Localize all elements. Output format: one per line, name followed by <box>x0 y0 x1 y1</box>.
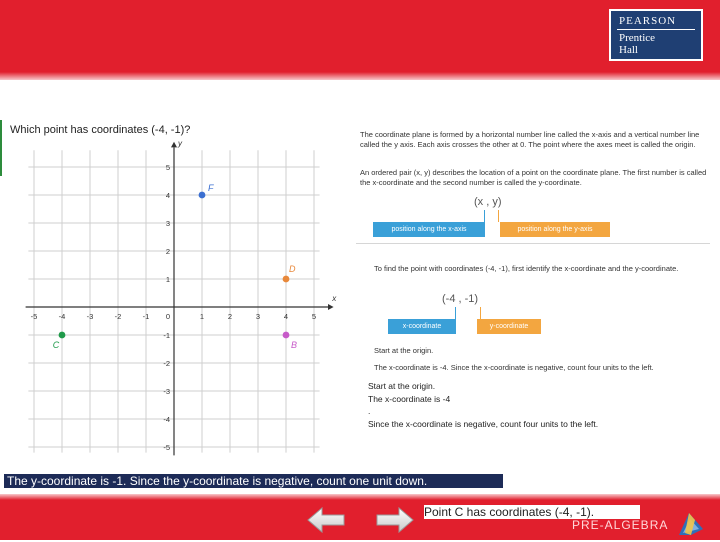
y-tick-label: 3 <box>165 219 170 228</box>
x-coordinate-connector <box>455 307 456 319</box>
x-tick-label: 3 <box>255 312 261 321</box>
point-label-f: F <box>208 183 214 193</box>
header-band-fade <box>0 72 720 80</box>
book-icon <box>675 511 705 537</box>
x-tick-label: -4 <box>58 312 66 321</box>
y-step-banner: The y-coordinate is -1. Since the y-coordinate is negative, count one unit down. <box>4 474 503 488</box>
point-f <box>199 192 206 199</box>
x-tick-label: 1 <box>199 312 205 321</box>
footer-course-title: PRE-ALGEBRA <box>572 518 669 532</box>
y-tick-label: -1 <box>163 331 170 340</box>
y-axis-position-tag: position along the y-axis <box>500 222 610 237</box>
y-coordinate-connector <box>480 307 481 319</box>
y-tick-label: 4 <box>165 191 170 200</box>
x-label-connector <box>484 210 485 222</box>
x-tick-label: -5 <box>30 312 38 321</box>
logo-divider <box>617 29 695 30</box>
point-label-b: B <box>291 340 298 350</box>
panel-divider <box>356 243 710 244</box>
logo-line-1: PEARSON <box>619 15 677 27</box>
step-note-line-4: Since the x-coordinate is negative, count four units to the left. <box>368 418 599 429</box>
answer-text: Point C has coordinates (-4, -1). <box>424 505 640 519</box>
step-note <box>368 380 598 430</box>
x-axis-label: x <box>332 294 337 303</box>
logo-line-3: Hall <box>619 44 638 56</box>
explanation-paragraph-find-point: To find the point with coordinates (-4, -1), first identify the x-coordinate and the y-coordinate. <box>374 264 679 273</box>
publisher-logo <box>609 9 703 61</box>
x-tick-label: 5 <box>311 312 317 321</box>
x-axis-position-tag: position along the x-axis <box>373 222 485 237</box>
coordinate-plane <box>24 139 344 455</box>
point-c <box>59 332 66 339</box>
explanation-start-origin: Start at the origin. <box>374 346 434 355</box>
step-note-line-3: . <box>368 406 371 416</box>
point-label-c: C <box>52 340 60 350</box>
logo-line-2: Prentice <box>619 32 656 44</box>
y-tick-label: -4 <box>163 415 170 424</box>
ordered-pair-point: (-4 , -1) <box>442 293 479 305</box>
explanation-paragraph-ordered-pair: An ordered pair (x, y) describes the location of a point on the coordinate plane. The first number is called the x-coordinate and the second number is called the y-coordinate. <box>360 168 707 187</box>
x-tick-label: 2 <box>227 312 233 321</box>
arrow-left-icon <box>306 505 346 535</box>
y-label-connector <box>498 210 499 222</box>
y-axis-label: y <box>178 139 182 148</box>
x-tick-label: -1 <box>142 312 150 321</box>
point-d <box>283 276 290 283</box>
y-tick-label: -2 <box>163 359 170 368</box>
x-coordinate-tag: x-coordinate <box>388 319 456 334</box>
arrow-right-icon <box>375 505 415 535</box>
step-note-line-1: Start at the origin. <box>368 381 436 391</box>
point-label-d: D <box>289 264 296 274</box>
explanation-paragraph-axes: The coordinate plane is formed by a horizontal number line called the x-axis and a vertical number line called the y axis. Each axis crosses the other at 0. The point where the axes meet is called the origin. <box>360 130 700 149</box>
y-tick-label: 5 <box>165 163 170 172</box>
explanation-x-step: The x-coordinate is -4. Since the x-coordinate is negative, count four units to the left. <box>374 363 654 372</box>
y-coordinate-tag: y-coordinate <box>477 319 541 334</box>
step-note-line-2: The x-coordinate is -4 <box>368 393 451 404</box>
x-axis-arrow <box>328 304 334 310</box>
left-accent-bar <box>0 120 2 176</box>
y-tick-label: -3 <box>163 387 170 396</box>
explanation-panel <box>356 126 716 374</box>
next-button[interactable] <box>375 505 415 535</box>
ordered-pair-xy: (x , y) <box>474 196 502 208</box>
x-tick-label: 4 <box>283 312 289 321</box>
x-tick-label: 0 <box>165 312 171 321</box>
question-text: Which point has coordinates (-4, -1)? <box>10 124 191 136</box>
y-tick-label: 1 <box>165 275 170 284</box>
x-tick-label: -2 <box>114 312 122 321</box>
y-tick-label: 2 <box>165 247 170 256</box>
y-axis-arrow <box>171 142 177 148</box>
y-tick-label: -5 <box>163 443 170 452</box>
x-tick-label: -3 <box>86 312 94 321</box>
point-b <box>283 332 290 339</box>
previous-button[interactable] <box>306 505 346 535</box>
